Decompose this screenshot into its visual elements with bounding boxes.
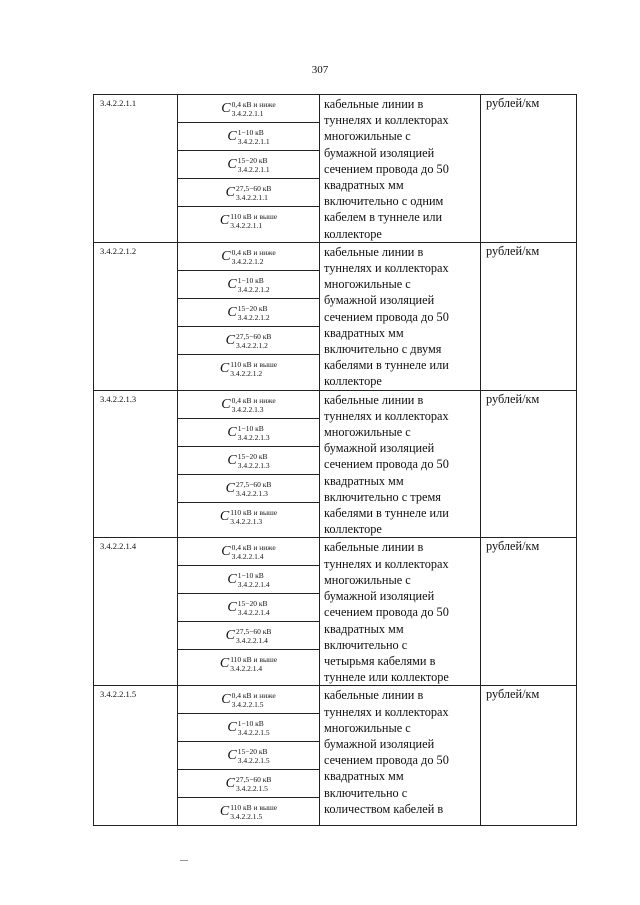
formula-superscript: 27,5−60 кВ	[235, 184, 272, 193]
formula-superscript: 110 кВ и выше	[230, 212, 278, 221]
symbol-entry	[178, 391, 319, 419]
formula-superscript: 1−10 кВ	[237, 719, 264, 729]
description-line: включительно с тремя	[324, 489, 441, 504]
symbol-entry	[178, 123, 319, 151]
unit-cell: рублей/км	[481, 686, 577, 826]
item-code: 3.4.2.2.1.2	[94, 242, 178, 390]
formula-subscript: 3.4.2.2.1.3	[231, 404, 264, 414]
formula-superscript: 15−20 кВ	[237, 156, 268, 165]
description-line: включительно с	[324, 637, 408, 652]
formula-superscript: 1−10 кВ	[237, 423, 264, 433]
formula-base: C	[219, 656, 230, 672]
formula-superscript: 0,4 кВ и ниже	[231, 543, 276, 553]
description-cell	[320, 242, 481, 390]
rate-formula	[221, 691, 275, 709]
formula-scripts	[238, 156, 270, 174]
description-cell	[320, 686, 481, 826]
formula-base: C	[225, 332, 235, 348]
description-line: четырьмя кабелями в	[324, 653, 436, 668]
symbol-row	[178, 538, 319, 566]
description-line: коллекторе	[324, 226, 382, 241]
description-line: сечением провода до 50	[324, 605, 449, 620]
formula-superscript: 110 кВ и выше	[230, 655, 278, 665]
symbol-row	[178, 270, 319, 298]
description-line: туннеле или коллекторе	[324, 670, 449, 685]
formula-scripts	[230, 508, 277, 526]
rate-formula	[227, 276, 269, 294]
symbol-entry	[178, 270, 319, 298]
formula-superscript: 0,4 кВ и ниже	[231, 691, 276, 701]
formula-scripts	[232, 543, 276, 561]
description-line: многожильные с	[324, 720, 411, 735]
description-cell	[320, 538, 481, 686]
symbol-entry	[178, 566, 319, 594]
symbol-row	[178, 123, 319, 151]
formula-superscript: 1−10 кВ	[237, 128, 264, 137]
table-row	[94, 686, 577, 826]
formula-subscript: 3.4.2.2.1.2	[237, 312, 270, 322]
formula-subscript: 3.4.2.2.1.5	[230, 812, 263, 822]
rates-table-body	[94, 95, 577, 826]
formula-superscript: 15−20 кВ	[237, 599, 268, 609]
symbol-cell	[178, 95, 320, 243]
symbol-entry	[178, 650, 319, 678]
formula-scripts	[236, 332, 271, 350]
formula-subscript: 3.4.2.2.1.3	[230, 516, 263, 526]
symbol-row	[178, 622, 319, 650]
description-line: бумажной изоляцией	[324, 736, 435, 751]
description-line: сечением провода до 50	[324, 309, 449, 324]
symbol-entry	[178, 538, 319, 566]
symbol-row	[178, 243, 319, 271]
description-line: бумажной изоляцией	[324, 145, 435, 160]
item-code: 3.4.2.2.1.3	[94, 390, 178, 538]
formula-base: C	[225, 480, 235, 496]
formula-superscript: 1−10 кВ	[237, 571, 264, 581]
formula-base: C	[221, 692, 231, 708]
page-number: 307	[311, 64, 329, 76]
formula-subscript: 3.4.2.2.1.1	[237, 137, 270, 146]
description-line: кабелями в туннеле или	[324, 506, 449, 521]
symbol-row	[178, 391, 319, 419]
formula-scripts	[232, 100, 276, 118]
symbol-row	[178, 298, 319, 326]
formula-superscript: 15−20 кВ	[237, 303, 268, 313]
formula-scripts	[238, 304, 270, 322]
rate-formula	[227, 747, 269, 765]
symbol-cell	[178, 390, 320, 538]
symbol-row	[178, 770, 319, 798]
formula-superscript: 1−10 кВ	[237, 275, 264, 285]
formula-base: C	[221, 396, 231, 412]
formula-base: C	[225, 185, 235, 200]
symbol-entry	[178, 326, 319, 354]
symbol-row	[178, 686, 319, 714]
formula-superscript: 0,4 кВ и ниже	[231, 395, 276, 405]
formula-base: C	[227, 572, 237, 588]
symbol-row	[178, 798, 319, 826]
description-line: кабельные линии в	[324, 392, 424, 407]
symbol-row	[178, 742, 319, 770]
rate-formula	[227, 128, 269, 146]
description-line: кабельные линии в	[324, 244, 424, 259]
formula-base: C	[221, 544, 231, 560]
rate-formula	[226, 627, 272, 645]
formula-scripts	[230, 803, 277, 821]
formula-superscript: 110 кВ и выше	[230, 359, 278, 369]
symbol-entry	[178, 207, 319, 235]
rate-formula	[220, 655, 277, 673]
description-line: туннелях и коллекторах	[324, 704, 449, 719]
formula-subscript: 3.4.2.2.1.4	[235, 636, 268, 646]
symbol-entry	[178, 742, 319, 770]
description-line: квадратных мм	[324, 178, 404, 193]
formula-scripts	[236, 480, 271, 498]
formula-subscript: 3.4.2.2.1.4	[231, 552, 264, 562]
description-line: бумажной изоляцией	[324, 293, 435, 308]
formula-superscript: 27,5−60 кВ	[235, 479, 272, 489]
formula-superscript: 27,5−60 кВ	[235, 775, 272, 785]
symbol-row	[178, 151, 319, 179]
description-line: включительно с двумя	[324, 342, 442, 357]
rate-formula	[227, 424, 269, 442]
formula-base: C	[227, 600, 237, 616]
formula-scripts	[236, 627, 271, 645]
rate-formula	[226, 775, 272, 793]
formula-base: C	[227, 304, 237, 320]
symbol-row	[178, 326, 319, 354]
formula-subscript: 3.4.2.2.1.1	[231, 109, 264, 118]
formula-scripts	[238, 452, 270, 470]
formula-superscript: 15−20 кВ	[237, 747, 268, 757]
formula-scripts	[238, 424, 270, 442]
formula-superscript: 27,5−60 кВ	[235, 627, 272, 637]
formula-subscript: 3.4.2.2.1.2	[235, 340, 268, 350]
table-row	[94, 538, 577, 686]
description-line: туннелях и коллекторах	[324, 556, 449, 571]
formula-base: C	[219, 360, 230, 376]
description-line: квадратных мм	[324, 769, 404, 784]
symbol-list	[178, 686, 319, 825]
formula-subscript: 3.4.2.2.1.4	[230, 664, 263, 674]
symbol-entry	[178, 686, 319, 714]
rate-formula	[227, 452, 269, 470]
formula-scripts	[238, 128, 270, 146]
symbol-row	[178, 594, 319, 622]
symbol-row	[178, 566, 319, 594]
rate-formula	[220, 360, 277, 378]
rate-formula	[226, 480, 272, 498]
symbol-entry	[178, 446, 319, 474]
symbol-entry	[178, 594, 319, 622]
symbol-entry	[178, 243, 319, 271]
formula-subscript: 3.4.2.2.1.5	[235, 784, 268, 794]
unit-cell: рублей/км	[481, 95, 577, 243]
symbol-entry	[178, 298, 319, 326]
formula-superscript: 110 кВ и выше	[230, 803, 278, 813]
description-line: бумажной изоляцией	[324, 441, 435, 456]
formula-subscript: 3.4.2.2.1.5	[231, 700, 264, 710]
formula-base: C	[219, 508, 230, 524]
formula-scripts	[236, 775, 271, 793]
description-line: сечением провода до 50	[324, 457, 449, 472]
rate-formula	[221, 100, 275, 118]
item-code: 3.4.2.2.1.1	[94, 95, 178, 243]
description-cell	[320, 390, 481, 538]
formula-subscript: 3.4.2.2.1.5	[237, 756, 270, 766]
rate-formula	[221, 248, 275, 266]
formula-scripts	[238, 276, 270, 294]
symbol-row	[178, 179, 319, 207]
unit-cell: рублей/км	[481, 390, 577, 538]
scan-mark	[180, 860, 188, 861]
description-line: кабелями в туннеле или	[324, 358, 449, 373]
symbol-row	[178, 650, 319, 678]
formula-subscript: 3.4.2.2.1.4	[237, 608, 270, 618]
rate-formula	[226, 184, 272, 202]
table-row	[94, 242, 577, 390]
formula-base: C	[221, 101, 231, 116]
formula-subscript: 3.4.2.2.1.4	[237, 580, 270, 590]
unit-cell: рублей/км	[481, 538, 577, 686]
table-row	[94, 95, 577, 243]
description-line: многожильные с	[324, 572, 411, 587]
formula-subscript: 3.4.2.2.1.3	[235, 488, 268, 498]
table-row	[94, 390, 577, 538]
description-line: включительно с	[324, 785, 408, 800]
formula-subscript: 3.4.2.2.1.2	[230, 368, 263, 378]
rate-formula	[220, 508, 277, 526]
formula-base: C	[219, 804, 230, 820]
formula-superscript: 27,5−60 кВ	[235, 331, 272, 341]
symbol-entry	[178, 179, 319, 207]
rate-formula	[227, 156, 269, 174]
formula-base: C	[227, 129, 237, 144]
item-code: 3.4.2.2.1.5	[94, 686, 178, 826]
formula-superscript: 110 кВ и выше	[230, 507, 278, 517]
symbol-entry	[178, 502, 319, 530]
symbol-entry	[178, 418, 319, 446]
symbol-cell	[178, 538, 320, 686]
rate-formula	[227, 599, 269, 617]
symbol-entry	[178, 151, 319, 179]
symbol-row	[178, 446, 319, 474]
description-line: кабельные линии в	[324, 540, 424, 555]
rate-formula	[220, 803, 277, 821]
description-line: многожильные с	[324, 425, 411, 440]
formula-subscript: 3.4.2.2.1.1	[237, 165, 270, 174]
description-line: кабельные линии в	[324, 97, 424, 111]
formula-subscript: 3.4.2.2.1.3	[237, 432, 270, 442]
formula-scripts	[232, 248, 276, 266]
symbol-list	[178, 243, 319, 382]
rate-formula	[221, 396, 275, 414]
formula-subscript: 3.4.2.2.1.1	[235, 193, 268, 202]
description-line: кабельные линии в	[324, 688, 424, 703]
symbol-entry	[178, 714, 319, 742]
description-line: квадратных мм	[324, 325, 404, 340]
symbol-entry	[178, 474, 319, 502]
symbol-cell	[178, 686, 320, 826]
formula-subscript: 3.4.2.2.1.2	[231, 256, 264, 266]
description-line: туннелях и коллекторах	[324, 113, 449, 128]
symbol-entry	[178, 354, 319, 382]
description-line: включительно с одним	[324, 194, 444, 209]
description-line: бумажной изоляцией	[324, 589, 435, 604]
formula-scripts	[232, 396, 276, 414]
rate-formula	[227, 571, 269, 589]
formula-scripts	[238, 571, 270, 589]
formula-superscript: 0,4 кВ и ниже	[231, 247, 276, 257]
formula-subscript: 3.4.2.2.1.3	[237, 460, 270, 470]
formula-base: C	[225, 628, 235, 644]
formula-base: C	[221, 248, 231, 264]
description-line: сечением провода до 50	[324, 753, 449, 768]
unit-cell: рублей/км	[481, 242, 577, 390]
formula-scripts	[232, 691, 276, 709]
symbol-row	[178, 95, 319, 123]
formula-base: C	[227, 720, 237, 736]
formula-superscript: 15−20 кВ	[237, 451, 268, 461]
item-code: 3.4.2.2.1.4	[94, 538, 178, 686]
symbol-list	[178, 538, 319, 677]
formula-subscript: 3.4.2.2.1.5	[237, 728, 270, 738]
formula-base: C	[227, 424, 237, 440]
description-line: многожильные с	[324, 129, 411, 144]
formula-scripts	[238, 719, 270, 737]
symbol-entry	[178, 770, 319, 798]
rate-formula	[227, 719, 269, 737]
formula-base: C	[225, 776, 235, 792]
symbol-list	[178, 95, 319, 234]
formula-base: C	[227, 157, 237, 172]
formula-superscript: 0,4 кВ и ниже	[231, 100, 276, 109]
symbol-row	[178, 714, 319, 742]
formula-subscript: 3.4.2.2.1.1	[230, 221, 263, 230]
rates-table	[93, 94, 577, 826]
rate-formula	[221, 543, 275, 561]
description-line: сечением провода до 50	[324, 161, 449, 176]
symbol-cell	[178, 242, 320, 390]
formula-base: C	[227, 452, 237, 468]
description-line: туннелях и коллекторах	[324, 261, 449, 276]
description-line: квадратных мм	[324, 621, 404, 636]
symbol-list	[178, 391, 319, 530]
symbol-entry	[178, 95, 319, 123]
description-line: количеством кабелей в	[324, 801, 444, 816]
description-line: туннелях и коллекторах	[324, 408, 449, 423]
description-line: квадратных мм	[324, 473, 404, 488]
rate-formula	[226, 332, 272, 350]
formula-subscript: 3.4.2.2.1.2	[237, 284, 270, 294]
symbol-row	[178, 354, 319, 382]
formula-base: C	[227, 748, 237, 764]
formula-scripts	[238, 599, 270, 617]
description-cell	[320, 95, 481, 243]
formula-scripts	[236, 184, 271, 202]
description-line: кабелем в туннеле или	[324, 210, 443, 225]
symbol-row	[178, 474, 319, 502]
symbol-entry	[178, 622, 319, 650]
symbol-row	[178, 207, 319, 235]
symbol-row	[178, 418, 319, 446]
formula-base: C	[219, 213, 230, 228]
description-line: коллекторе	[324, 374, 382, 389]
symbol-row	[178, 502, 319, 530]
symbol-entry	[178, 798, 319, 826]
rate-formula	[220, 212, 277, 230]
description-line: многожильные с	[324, 277, 411, 292]
formula-scripts	[230, 655, 277, 673]
description-line: коллекторе	[324, 522, 382, 537]
formula-scripts	[238, 747, 270, 765]
formula-scripts	[230, 360, 277, 378]
formula-base: C	[227, 276, 237, 292]
formula-scripts	[230, 212, 277, 230]
rate-formula	[227, 304, 269, 322]
